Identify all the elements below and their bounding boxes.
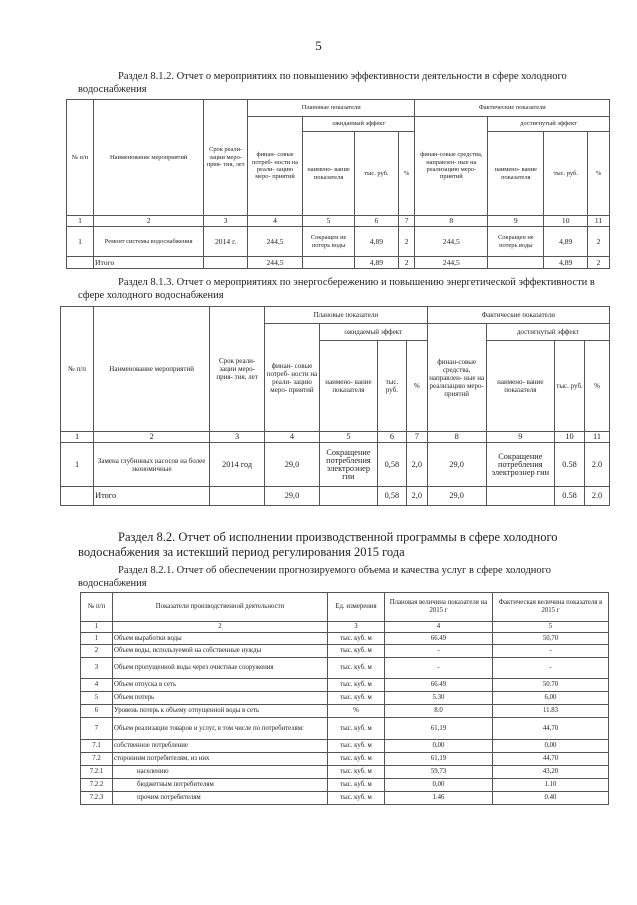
col-number: 3 (210, 432, 265, 443)
header-exp-pct: % (398, 132, 415, 216)
table-row (81, 779, 609, 792)
row-fact: 11.83 (493, 705, 609, 718)
col-number: 6 (355, 216, 399, 227)
row-num: 1 (67, 227, 94, 257)
table-row (81, 792, 609, 805)
row-unit: тыс. куб. м (328, 633, 385, 645)
header-unit: Ед. измерения (328, 593, 385, 622)
header-achieved-effect: достигнутый эффект (486, 324, 609, 341)
row-fact: 50,70 (493, 633, 609, 645)
col-number: 7 (398, 216, 415, 227)
col-number: 4 (265, 432, 320, 443)
row-indicator: сторонним потребителям, из них (113, 753, 328, 766)
row-num: 1 (61, 443, 94, 487)
table-8-1-3 (60, 306, 610, 506)
row-plan: 5.30 (385, 692, 493, 705)
row-plan: 66.49 (385, 633, 493, 645)
header-ach-pct: % (588, 132, 610, 216)
total-plan-finance: 29,0 (265, 487, 320, 506)
row-plan-finance: 29,0 (265, 443, 320, 487)
table-row (61, 443, 610, 487)
row-fact: 43,20 (493, 766, 609, 779)
row-unit: тыс. куб. м (328, 753, 385, 766)
row-fact: 6,00 (493, 692, 609, 705)
row-fact: 1.10 (493, 779, 609, 792)
row-indicator: Объем отпуска в сеть (113, 679, 328, 692)
col-number: 2 (113, 622, 328, 633)
table-row (81, 705, 609, 718)
row-plan: 0,00 (385, 779, 493, 792)
col-number: 8 (415, 216, 488, 227)
row-num: 7.1 (81, 740, 113, 753)
header-planned: Плановые показатели (247, 100, 414, 117)
col-number: 5 (319, 432, 377, 443)
col-number: 1 (61, 432, 94, 443)
row-plan: 59,73 (385, 766, 493, 779)
total-fact-finance: 244,5 (415, 257, 488, 269)
row-num: 7 (81, 718, 113, 740)
row-num: 5 (81, 692, 113, 705)
col-number: 4 (385, 622, 493, 633)
row-plan: 8.0 (385, 705, 493, 718)
header-actual-finance: финан-совые средства, направлен- ные на реализацию меро-приятий (415, 117, 488, 216)
header-exp-rub: тыс. руб. (355, 132, 399, 216)
header-measure-name: Наименование мероприятий (94, 307, 210, 432)
header-plan-finance: финан- совые потреб- ности на реали- зацию меро- приятий (247, 117, 302, 216)
table-8-1-2 (66, 99, 610, 269)
row-num: 7.2 (81, 753, 113, 766)
row-plan: - (385, 658, 493, 679)
col-number: 3 (328, 622, 385, 633)
row-exp-indicator: Сокращение потребления электроэнер гии (319, 443, 377, 487)
row-period: 2014 г. (204, 227, 248, 257)
header-measure-name: Наименование мероприятий (94, 100, 204, 216)
total-plan-finance: 244,5 (247, 257, 302, 269)
table-row (81, 658, 609, 679)
row-fact: 44,70 (493, 753, 609, 766)
header-period: Срок реали- зации меро- прия- тия, лет (204, 100, 248, 216)
header-ach-rub: тыс. руб. (555, 341, 585, 432)
header-expected-effect: ожидаемый эффект (319, 324, 427, 341)
col-number: 1 (67, 216, 94, 227)
total-ach-pct: 2.0 (585, 487, 610, 506)
row-indicator: Объем реализации товаров и услуг, в том числе по потребителям: (113, 718, 328, 740)
row-period: 2014 год (210, 443, 265, 487)
col-number: 5 (493, 622, 609, 633)
col-number: 7 (406, 432, 427, 443)
row-exp-rub: 4,89 (355, 227, 399, 257)
total-label: Итого (94, 257, 204, 269)
row-exp-rub: 0,58 (377, 443, 406, 487)
table-row (81, 740, 609, 753)
col-number: 9 (486, 432, 554, 443)
row-ach-rub: 4,89 (544, 227, 588, 257)
row-unit: тыс. куб. м (328, 779, 385, 792)
header-indicator: Показатели производственной деятельности (113, 593, 328, 622)
col-number: 2 (94, 216, 204, 227)
header-ach-indicator: наимено- вание показателя (488, 132, 544, 216)
total-row (67, 257, 610, 269)
row-unit: % (328, 705, 385, 718)
row-fact: - (493, 658, 609, 679)
row-plan: 0,00 (385, 740, 493, 753)
row-num: 3 (81, 658, 113, 679)
row-fact: 50.70 (493, 679, 609, 692)
row-num: 7.2.3 (81, 792, 113, 805)
section-8-2-title: Раздел 8.2. Отчет об исполнении производственной программы в сфере холодного водоснабжения за истекший период регулирования 2015 года (78, 530, 558, 559)
row-plan-finance: 244,5 (247, 227, 302, 257)
header-plan: Плановая величина показателя на 2015 г (385, 593, 493, 622)
header-actual: Фактические показатели (415, 100, 610, 117)
col-number: 11 (585, 432, 610, 443)
col-number: 6 (377, 432, 406, 443)
header-exp-rub: тыс. руб. (377, 341, 406, 432)
header-achieved-effect: достигнутый эффект (488, 117, 610, 132)
row-exp-indicator: Сокращен не потерь воды (303, 227, 355, 257)
section-8-1-3-title: Раздел 8.1.3. Отчет о мероприятиях по энергосбережению и повышению энергетической эффективности в сфере холодного водоснабжения (78, 277, 595, 301)
row-fact: - (493, 645, 609, 658)
total-exp-pct: 2,0 (406, 487, 427, 506)
header-num: № п/п (61, 307, 94, 432)
page-number: 5 (315, 38, 322, 53)
table-row (81, 645, 609, 658)
header-num: № п/п (67, 100, 94, 216)
header-plan-finance: финан- совые потреб- ности на реали- зацию меро- приятий (265, 324, 320, 432)
row-num: 4 (81, 679, 113, 692)
row-unit: тыс. куб. м (328, 718, 385, 740)
col-number: 3 (204, 216, 248, 227)
row-exp-pct: 2 (398, 227, 415, 257)
table-row (67, 227, 610, 257)
header-ach-indicator: наимено- вание показателя (486, 341, 554, 432)
column-number-row (67, 216, 610, 227)
row-plan: 61,19 (385, 753, 493, 766)
header-actual: Фактические показатели (427, 307, 609, 324)
row-num: 6 (81, 705, 113, 718)
row-unit: тыс. куб. м (328, 692, 385, 705)
row-num: 7.2.1 (81, 766, 113, 779)
row-ach-indicator: Сокращен не потерь воды (488, 227, 544, 257)
header-exp-indicator: наимено- вание показателя (303, 132, 355, 216)
table-row (81, 692, 609, 705)
row-unit: тыс. куб. м (328, 645, 385, 658)
row-fact-finance: 244,5 (415, 227, 488, 257)
table-row (81, 679, 609, 692)
row-indicator: Уровень потерь к объему отпущенной воды в сеть (113, 705, 328, 718)
row-indicator: Объем выработки воды (113, 633, 328, 645)
row-unit: тыс. куб. м (328, 792, 385, 805)
row-ach-pct: 2 (588, 227, 610, 257)
row-unit: тыс. куб. м (328, 740, 385, 753)
row-measure-name: Замена глубинных насосов на более экономичные (94, 443, 210, 487)
table-row (81, 718, 609, 740)
row-fact: 0,00 (493, 740, 609, 753)
header-actual-finance: финан-совые средства, направлен- ные на реализацию меро-приятий (427, 324, 486, 432)
row-num: 2 (81, 645, 113, 658)
row-num: 7.2.2 (81, 779, 113, 792)
row-indicator: населению (113, 766, 328, 779)
header-exp-indicator: наимено- вание показателя (319, 341, 377, 432)
table-row (81, 633, 609, 645)
header-ach-pct: % (585, 341, 610, 432)
col-number: 8 (427, 432, 486, 443)
row-indicator: Объем потерь (113, 692, 328, 705)
total-exp-rub: 0,58 (377, 487, 406, 506)
row-plan: 1.46 (385, 792, 493, 805)
header-planned: Плановые показатели (265, 307, 428, 324)
row-indicator: Объем воды, используемой на собственные нужды (113, 645, 328, 658)
header-expected-effect: ожидаемый эффект (303, 117, 415, 132)
col-number: 1 (81, 622, 113, 633)
row-unit: тыс. куб. м (328, 766, 385, 779)
row-exp-pct: 2,0 (406, 443, 427, 487)
total-row (61, 487, 610, 506)
section-8-1-2-title: Раздел 8.1.2. Отчет о мероприятиях по повышению эффективности деятельности в сфере холодного водоснабжения (78, 71, 567, 95)
total-ach-pct: 2 (588, 257, 610, 269)
row-ach-rub: 0.58 (555, 443, 585, 487)
row-indicator: собственное потребление (113, 740, 328, 753)
row-measure-name: Ремонт системы водоснабжения (94, 227, 204, 257)
row-ach-indicator: Сокращение потребления электроэнер гии (486, 443, 554, 487)
row-fact: 0.40 (493, 792, 609, 805)
table-row (81, 753, 609, 766)
total-fact-finance: 29,0 (427, 487, 486, 506)
row-fact: 44,70 (493, 718, 609, 740)
column-number-row (81, 622, 609, 633)
total-ach-rub: 4,89 (544, 257, 588, 269)
row-indicator: прочим потребителям (113, 792, 328, 805)
col-number: 10 (544, 216, 588, 227)
total-exp-rub: 4,89 (355, 257, 399, 269)
header-period: Срок реали- зации меро- прия- тия, лет (210, 307, 265, 432)
row-ach-pct: 2.0 (585, 443, 610, 487)
col-number: 11 (588, 216, 610, 227)
column-number-row (61, 432, 610, 443)
table-row (81, 766, 609, 779)
header-exp-pct: % (406, 341, 427, 432)
table-8-2-1 (80, 592, 609, 805)
row-indicator: Объем пропущенной воды через очистные сооружения (113, 658, 328, 679)
row-plan: 61,19 (385, 718, 493, 740)
total-exp-pct: 2 (398, 257, 415, 269)
header-fact: Фактическая величина показателя в 2015 г (493, 593, 609, 622)
row-plan: 66.49 (385, 679, 493, 692)
col-number: 5 (303, 216, 355, 227)
col-number: 9 (488, 216, 544, 227)
row-plan: - (385, 645, 493, 658)
total-label: Итого (94, 487, 210, 506)
col-number: 4 (247, 216, 302, 227)
header-num: № п/п (81, 593, 113, 622)
row-fact-finance: 29,0 (427, 443, 486, 487)
section-8-2-1-title: Раздел 8.2.1. Отчет об обеспечении прогнозируемого объема и качества услуг в сфере холодного водоснабжения (78, 565, 551, 589)
row-unit: тыс. куб. м (328, 658, 385, 679)
row-unit: тыс. куб. м (328, 679, 385, 692)
row-indicator: бюджетным потребителям (113, 779, 328, 792)
total-ach-rub: 0.58 (555, 487, 585, 506)
row-num: 1 (81, 633, 113, 645)
header-ach-rub: тыс. руб. (544, 132, 588, 216)
col-number: 2 (94, 432, 210, 443)
col-number: 10 (555, 432, 585, 443)
